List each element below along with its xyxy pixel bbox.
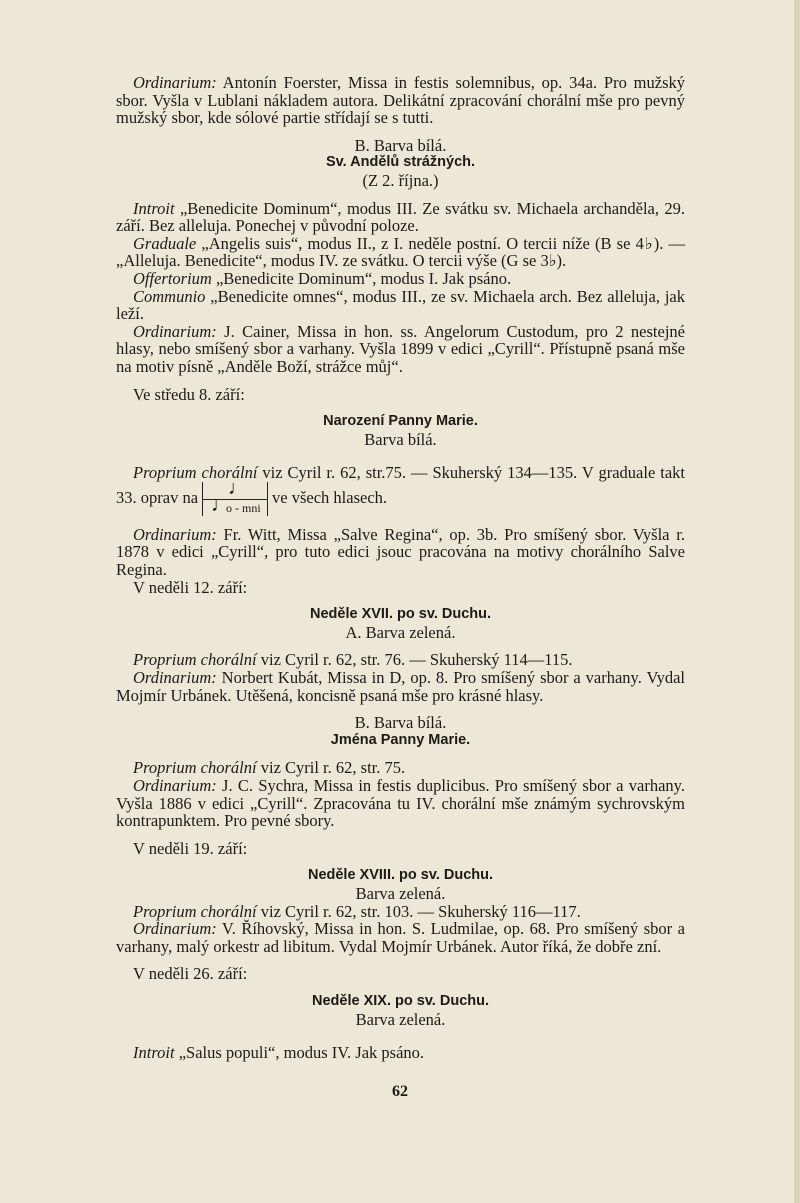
heading-andelu: Sv. Andělů strážných. <box>325 154 476 171</box>
introit-benedicite: Introit „Benedicite Dominum“, modus III. Ze svátku sv. Michaela archanděla, 29. září. Bez alleluja. Ponechej v původní poloze. <box>116 198 685 236</box>
graduale-angelis: Graduale „Angelis suis“, modus II., z I. neděle postní. O tercii níže (B se 4♭). — „Alleluja. Benedicite“, modus IV. ze svátku. O tercii výše (G se 3♭). <box>116 233 685 271</box>
ordinarium-witt: Ordinarium: Fr. Witt, Missa „Salve Regina“, op. 3b. Pro smíšený sbor. Vyšla r. 1878 v edici „Cyrill“, pro tuto edici jsouc pracována na motivy chorálního Salve Regina. <box>116 524 685 580</box>
offertorium: Offertorium „Benedicite Dominum“, modus I. Jak psáno. <box>133 268 512 288</box>
notes-icon: ♩ ♩ <box>211 476 253 517</box>
date-8-zari: Ve středu 8. září: <box>133 384 245 404</box>
communio: Communio „Benedicite omnes“, modus III., ze sv. Michaela arch. Bez alleluja, jak leží. <box>116 286 685 324</box>
date-19-zari: V neděli 19. září: <box>133 838 248 858</box>
heading-nedele-xix: Neděle XIX. po sv. Duchu. <box>312 992 489 1009</box>
date-26-zari: V neděli 26. září: <box>133 964 248 984</box>
date-12-zari: V neděli 12. září: <box>133 577 248 597</box>
ordinarium-rihovsky: Ordinarium: V. Říhovský, Missa in hon. S. Ludmilae, op. 68. Pro smíšený sbor a varhany, malý orkestr ad libitum. Vydal Mojmír Urbánek. Autor říká, že dobře zní. <box>116 919 685 956</box>
barva-bila-b: B. Barva bílá. <box>354 135 447 155</box>
date-note: (Z 2. října.) <box>362 170 439 190</box>
proprium-jmena: Proprium chorální viz Cyril r. 62, str. 75. <box>133 758 406 778</box>
heading-narozeni: Narození Panny Marie. <box>323 413 478 430</box>
proprium-text: Proprium chorální viz Cyril r. 62, str.75. — Skuherský 134—135. V graduale takt 33. oprav na <box>116 463 685 507</box>
proprium-xvii: Proprium chorální viz Cyril r. 62, str. 76. — Skuherský 114—115. <box>133 650 573 670</box>
proprium-tail: ve všech hlasech. <box>272 487 388 507</box>
barva-bila-b2: B. Barva bílá. <box>354 713 447 733</box>
ordinarium-cainer: Ordinarium: J. Cainer, Missa in hon. ss. Angelorum Custodum, pro 2 nestejné hlasy, nebo smíšený sbor a varhany. Vyšla 1899 v edici „Cyrill“. Přístupně psaná mše na motiv písně „Anděle Boží, strážce můj“. <box>116 321 685 376</box>
text-column <box>116 74 685 1062</box>
introit-salus: Introit „Salus populi“, modus IV. Jak psáno. <box>133 1043 425 1063</box>
music-syllable: o - mni <box>226 500 261 515</box>
heading-nedele-xviii: Neděle XVIII. po sv. Duchu. <box>307 867 494 884</box>
barva-bila: Barva bílá. <box>364 429 437 449</box>
proprium-narozeni <box>116 464 685 516</box>
music-notation <box>202 476 268 517</box>
barva-zelena-xviii: Barva zelená. <box>355 883 446 903</box>
heading-nedele-xvii: Neděle XVII. po sv. Duchu. <box>309 606 492 623</box>
ordinarium-sychra: Ordinarium: J. C. Sychra, Missa in festis duplicibus. Pro smíšený sbor a varhany. Vyšla 1886 v edici „Cyrill“. Zpracována tu IV. chorální mše známým sychrovským kontrapunktem. Pro pevné sbory. <box>116 776 685 831</box>
heading-jmena: Jména Panny Marie. <box>330 731 471 748</box>
proprium-xviii: Proprium chorální viz Cyril r. 62, str. 103. — Skuherský 116—117. <box>133 901 581 921</box>
barva-zelena-a: A. Barva zelená. <box>345 622 456 642</box>
page-number: 62 <box>392 1083 408 1100</box>
ordinarium-kubat: Ordinarium: Norbert Kubát, Missa in D, op. 8. Pro smíšený sbor a varhany. Vydal Mojmír Urbánek. Utěšená, koncisně psaná mše pro krásné hlasy. <box>116 668 685 705</box>
barva-zelena-xix: Barva zelená. <box>355 1009 446 1029</box>
page-edge <box>794 0 800 1203</box>
ordinarium-foerster: Ordinarium: Antonín Foerster, Missa in festis solemnibus, op. 34a. Pro mužský sbor. Vyšla v Lublani nákladem autora. Delikátní zpracování chorální mše pro pevný mužský sbor, kde sólové partie střídají se s tutti. <box>116 73 685 128</box>
